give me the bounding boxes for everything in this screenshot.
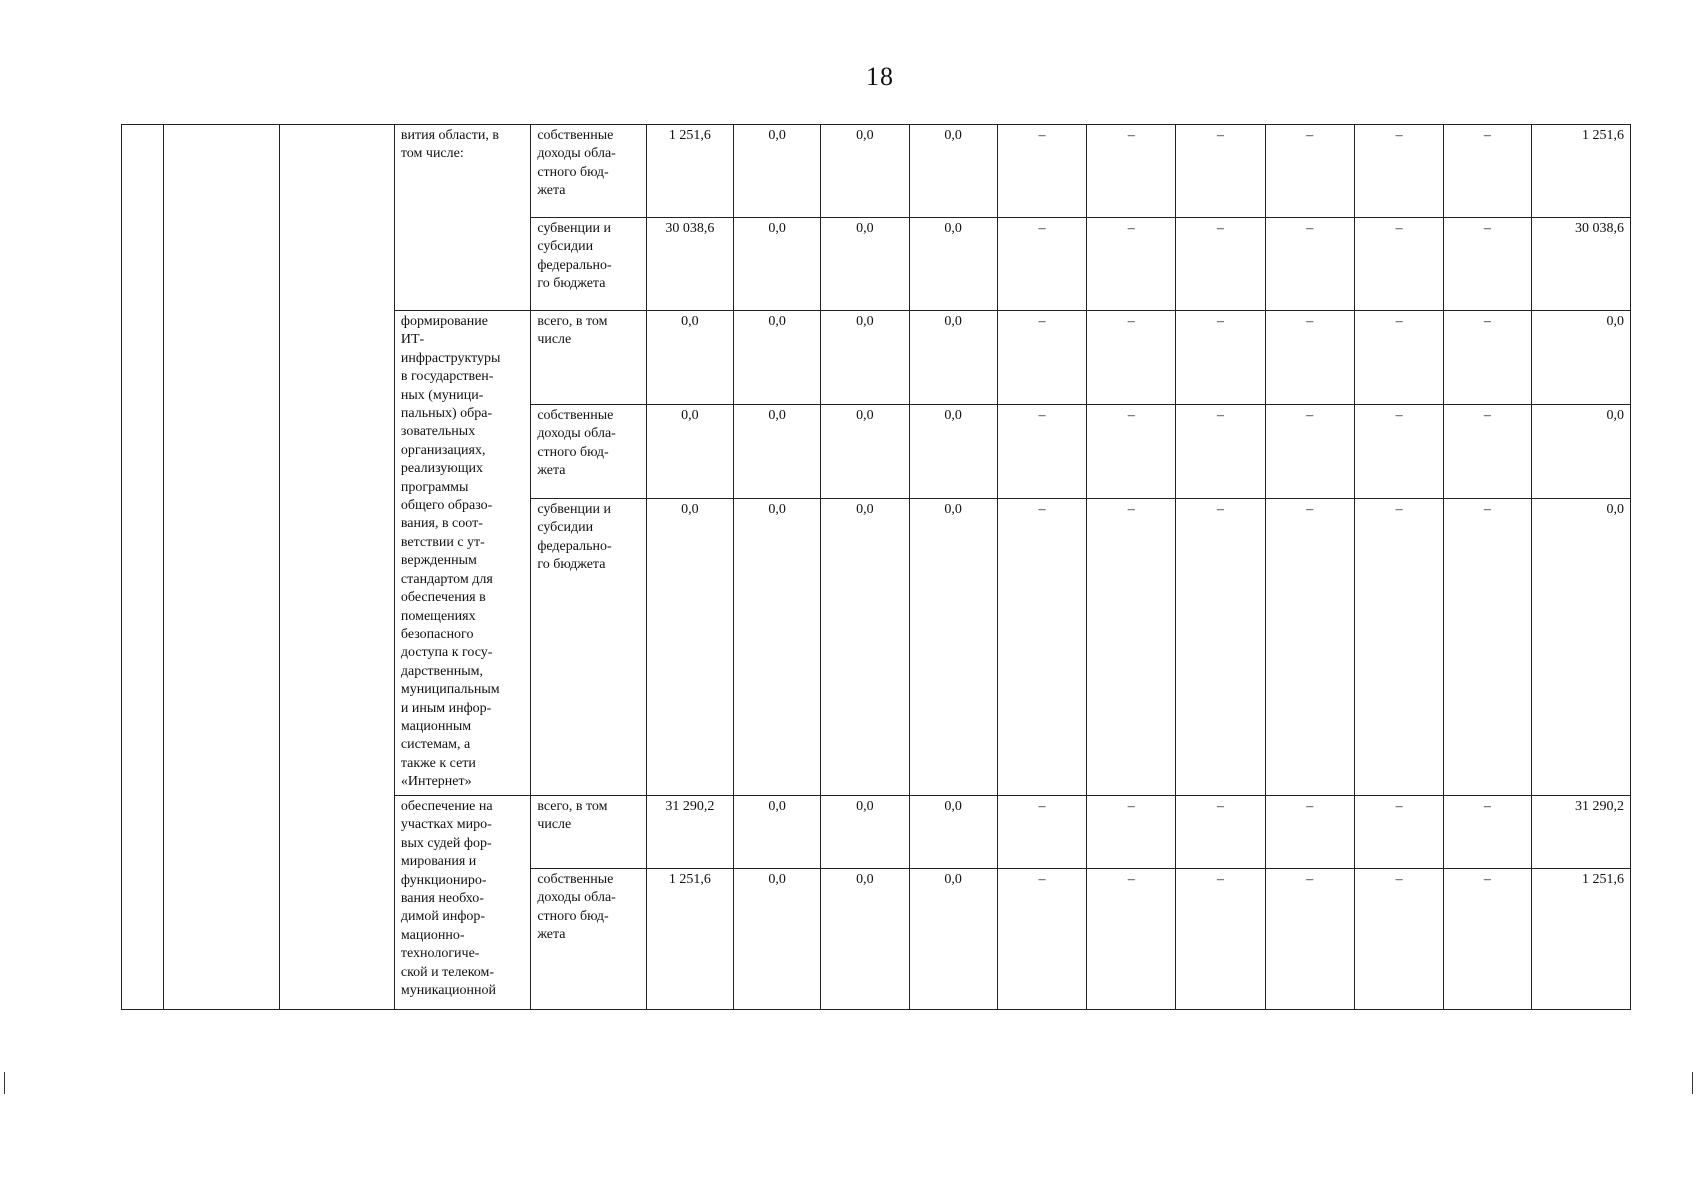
measure-description-text: обеспечение на участках миро- вых судей фор- мирования и функциониро- вания необхо- димой инфор- мационно- технологиче- ской и телеком- муникационной: [400, 799, 496, 999]
empty-cell: [279, 125, 394, 1010]
value-cell: 0,0: [909, 311, 997, 405]
dash-cell: –: [1444, 218, 1531, 311]
funding-source-text: всего, в том числе: [537, 314, 608, 348]
funding-source-text: собственные доходы обла- стного бюд- жета: [537, 408, 616, 479]
dash-cell: –: [1354, 311, 1443, 405]
funding-source: [531, 218, 646, 311]
dash-cell: –: [1087, 405, 1176, 499]
dash-cell: –: [1354, 125, 1443, 218]
funding-source-text: всего, в том числе: [537, 799, 608, 833]
total-cell: 30 038,6: [1531, 218, 1631, 311]
funding-source-text: субвенции и субсидии федерально- го бюджета: [537, 221, 612, 292]
value-cell: 0,0: [909, 405, 997, 499]
dash-cell: –: [1087, 499, 1176, 796]
dash-cell: –: [1087, 869, 1176, 1010]
dash-cell: –: [1444, 405, 1531, 499]
dash-cell: –: [997, 499, 1086, 796]
funding-source-text: собственные доходы обла- стного бюд- жета: [537, 128, 616, 199]
dash-cell: –: [1265, 405, 1354, 499]
dash-cell: –: [1265, 796, 1354, 869]
value-cell: 0,0: [733, 405, 820, 499]
funding-source: [531, 796, 646, 869]
total-cell: 31 290,2: [1531, 796, 1631, 869]
total-cell: 1 251,6: [1531, 125, 1631, 218]
funding-source: [531, 125, 646, 218]
value-cell: 0,0: [821, 796, 909, 869]
dash-cell: –: [1176, 125, 1265, 218]
value-cell: 0,0: [646, 499, 733, 796]
value-cell: 0,0: [909, 499, 997, 796]
dash-cell: –: [1087, 796, 1176, 869]
funding-source: [531, 499, 646, 796]
dash-cell: –: [1444, 796, 1531, 869]
dash-cell: –: [997, 869, 1086, 1010]
value-cell: 0,0: [909, 869, 997, 1010]
value-cell: 0,0: [733, 796, 820, 869]
value-cell: 0,0: [733, 311, 820, 405]
dash-cell: –: [1176, 499, 1265, 796]
measure-description-text: вития области, в том числе:: [400, 128, 499, 162]
dash-cell: –: [1176, 311, 1265, 405]
value-cell: 0,0: [821, 869, 909, 1010]
measure-description: [394, 125, 530, 311]
scan-edge-mark-left: [4, 1072, 5, 1094]
dash-cell: –: [1087, 125, 1176, 218]
funding-source: [531, 405, 646, 499]
total-cell: 0,0: [1531, 499, 1631, 796]
dash-cell: –: [1265, 311, 1354, 405]
dash-cell: –: [997, 125, 1086, 218]
dash-cell: –: [1354, 796, 1443, 869]
dash-cell: –: [1354, 405, 1443, 499]
table-row: [122, 125, 1631, 218]
value-cell: 0,0: [733, 869, 820, 1010]
funding-source-text: собственные доходы обла- стного бюд- жета: [537, 872, 616, 943]
value-cell: 0,0: [821, 499, 909, 796]
value-cell: 0,0: [909, 125, 997, 218]
dash-cell: –: [997, 796, 1086, 869]
empty-cell: [164, 125, 279, 1010]
value-cell: 1 251,6: [646, 869, 733, 1010]
budget-table: [121, 124, 1631, 1010]
value-cell: 31 290,2: [646, 796, 733, 869]
value-cell: 0,0: [909, 796, 997, 869]
value-cell: 0,0: [646, 311, 733, 405]
value-cell: 0,0: [909, 218, 997, 311]
value-cell: 0,0: [821, 405, 909, 499]
dash-cell: –: [1265, 499, 1354, 796]
value-cell: 0,0: [821, 311, 909, 405]
dash-cell: –: [1087, 311, 1176, 405]
empty-cell: [122, 125, 164, 1010]
dash-cell: –: [1176, 869, 1265, 1010]
value-cell: 0,0: [646, 405, 733, 499]
measure-description: [394, 311, 530, 796]
dash-cell: –: [1176, 796, 1265, 869]
funding-source: [531, 869, 646, 1010]
dash-cell: –: [1444, 869, 1531, 1010]
value-cell: 0,0: [733, 218, 820, 311]
dash-cell: –: [1354, 218, 1443, 311]
total-cell: 0,0: [1531, 405, 1631, 499]
dash-cell: –: [1444, 125, 1531, 218]
dash-cell: –: [1444, 311, 1531, 405]
table-body: [122, 125, 1631, 1010]
dash-cell: –: [1265, 125, 1354, 218]
dash-cell: –: [997, 311, 1086, 405]
funding-source: [531, 311, 646, 405]
dash-cell: –: [1176, 405, 1265, 499]
dash-cell: –: [1354, 499, 1443, 796]
value-cell: 0,0: [733, 499, 820, 796]
value-cell: 0,0: [733, 125, 820, 218]
total-cell: 1 251,6: [1531, 869, 1631, 1010]
dash-cell: –: [997, 218, 1086, 311]
dash-cell: –: [1354, 869, 1443, 1010]
value-cell: 30 038,6: [646, 218, 733, 311]
funding-source-text: субвенции и субсидии федерально- го бюджета: [537, 502, 612, 573]
dash-cell: –: [1176, 218, 1265, 311]
dash-cell: –: [1265, 869, 1354, 1010]
value-cell: 0,0: [821, 125, 909, 218]
dash-cell: –: [1087, 218, 1176, 311]
page-number: 18: [866, 62, 894, 91]
value-cell: 1 251,6: [646, 125, 733, 218]
measure-description: [394, 796, 530, 1010]
dash-cell: –: [1444, 499, 1531, 796]
measure-description-text: формирование ИТ- инфраструктуры в государствен- ных (муници- пальных) обра- зовательных организациях, реализующих программы общего образо- вания, в соот- ветствии с ут- вержденным стандартом для обеспечения в помещениях безопасного доступа к госу- дарственным, муниципальным и иным инфор- мационным системам, а также к сети «Интернет»: [400, 314, 501, 790]
dash-cell: –: [997, 405, 1086, 499]
value-cell: 0,0: [821, 218, 909, 311]
total-cell: 0,0: [1531, 311, 1631, 405]
scan-edge-mark-right: [1692, 1072, 1693, 1094]
dash-cell: –: [1265, 218, 1354, 311]
